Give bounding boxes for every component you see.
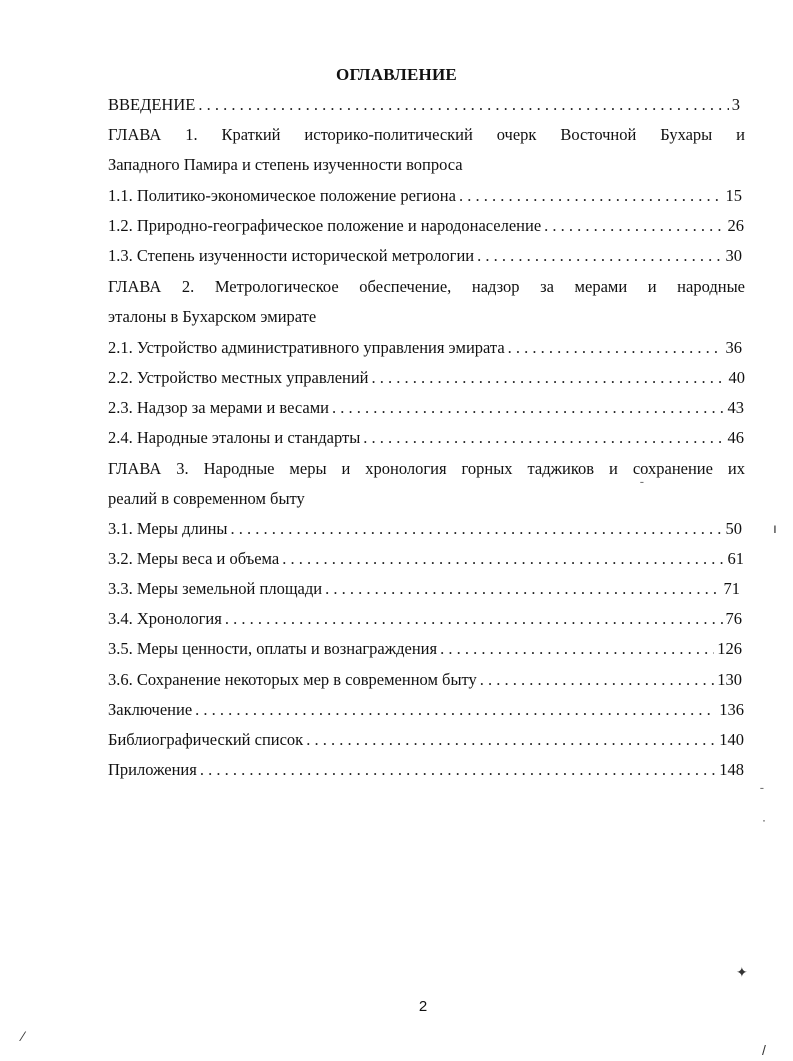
chapter-heading-line2: реалий в современном быту [108, 489, 305, 508]
scan-speck: ˉ [640, 479, 644, 493]
dot-leader [480, 669, 714, 691]
dot-leader [440, 638, 714, 660]
toc-entry-2-1[interactable] [108, 337, 742, 359]
scan-speck: ✦ [736, 964, 748, 980]
toc-title: ОГЛАВЛЕНИЕ [336, 65, 457, 84]
toc-entry-page: 50 [725, 519, 742, 538]
toc-entry-label: 3.1. Меры длины [108, 519, 228, 538]
toc-entry-label: 2.2. Устройство местных управлений [108, 368, 369, 387]
toc-entry-label: 2.4. Народные эталоны и стандарты [108, 428, 361, 447]
dot-leader [198, 94, 728, 116]
toc-entry-2-4[interactable] [108, 427, 744, 449]
dot-leader [544, 215, 724, 237]
chapter-heading-line2: Западного Памира и степень изученности вопроса [108, 155, 463, 174]
toc-entry-label: 1.1. Политико-экономическое положение региона [108, 186, 456, 205]
toc-entry-2-2[interactable] [108, 367, 745, 389]
toc-entry-2-3[interactable] [108, 397, 744, 419]
toc-entry-label: 3.2. Меры веса и объема [108, 549, 280, 568]
toc-entry-1-3[interactable] [108, 245, 742, 267]
toc-entry-page: 130 [717, 670, 742, 689]
toc-entry-label: Библиографический список [108, 730, 304, 749]
scan-speck: ı [773, 520, 777, 536]
dot-leader [231, 518, 723, 540]
scan-speck: ⁄ [22, 1028, 25, 1044]
toc-entry-page: 76 [725, 609, 742, 628]
toc-entry-label: ВВЕДЕНИЕ [108, 95, 196, 114]
toc-chapter-3[interactable] [108, 454, 745, 514]
toc-entry-label: 3.3. Меры земельной площади [108, 579, 323, 598]
toc-entry-label: Заключение [108, 700, 193, 719]
toc-entry-page: 3 [731, 95, 740, 114]
scan-speck: / [762, 1042, 766, 1058]
toc-entry-label: 1.3. Степень изученности исторической метрологии [108, 246, 475, 265]
dot-leader [477, 245, 722, 267]
toc-entry-3-4[interactable] [108, 608, 742, 630]
toc-entry-1-2[interactable] [108, 215, 744, 237]
toc-entry-3-3[interactable] [108, 578, 740, 600]
toc-entry-page: 30 [725, 246, 742, 265]
chapter-heading-line1: ГЛАВА 2. Метрологическое обеспечение, надзор за мерами и народные [108, 277, 745, 296]
toc-entry-page: 148 [719, 760, 744, 779]
toc-entry-3-6[interactable] [108, 669, 742, 691]
dot-leader [332, 397, 725, 419]
dot-leader [200, 759, 716, 781]
toc-entry-label: 3.6. Сохранение некоторых мер в современном быту [108, 670, 477, 689]
toc-entry-page: 40 [728, 368, 745, 387]
toc-entry-label: 3.5. Меры ценности, оплаты и вознаграждения [108, 639, 438, 658]
toc-entry-intro[interactable] [108, 94, 740, 116]
toc-entry-1-1[interactable] [108, 185, 742, 207]
toc-entry-label: 2.3. Надзор за мерами и весами [108, 398, 329, 417]
toc-entry-page: 26 [727, 216, 744, 235]
toc-chapter-1[interactable] [108, 120, 745, 180]
toc-entry-page: 46 [727, 428, 744, 447]
toc-entry-page: 140 [719, 730, 744, 749]
toc-entry-3-2[interactable] [108, 548, 744, 570]
toc-entry-3-1[interactable] [108, 518, 742, 540]
toc-entry-page: 71 [723, 579, 740, 598]
chapter-heading-line1: ГЛАВА 3. Народные меры и хронология горных таджиков и сохранение их [108, 459, 745, 478]
dot-leader [225, 608, 723, 630]
toc-entry-label: 3.4. Хронология [108, 609, 222, 628]
toc-entry-page: 15 [725, 186, 742, 205]
toc-chapter-2[interactable] [108, 272, 745, 332]
toc-entry-3-5[interactable] [108, 638, 742, 660]
dot-leader [508, 337, 723, 359]
toc-entry-appendices[interactable] [108, 759, 744, 781]
chapter-heading-line2: эталоны в Бухарском эмирате [108, 307, 317, 326]
dot-leader [306, 729, 716, 751]
toc-entry-label: 2.1. Устройство административного управления эмирата [108, 338, 505, 357]
toc-entry-page: 43 [727, 398, 744, 417]
toc-entry-bibliography[interactable] [108, 729, 744, 751]
dot-leader [195, 699, 716, 721]
toc-entry-page: 126 [717, 639, 742, 658]
dot-leader [363, 427, 724, 449]
toc-entry-page: 136 [719, 700, 744, 719]
scan-speck: ˉ [760, 785, 764, 799]
toc-entry-label: 1.2. Природно-географическое положение и народонаселение [108, 216, 542, 235]
toc-entry-conclusion[interactable] [108, 699, 744, 721]
page-number: 2 [418, 998, 428, 1015]
scan-speck: · [762, 813, 766, 827]
dot-leader [282, 548, 724, 570]
dot-leader [459, 185, 723, 207]
dot-leader [372, 367, 726, 389]
dot-leader [325, 578, 720, 600]
toc-entry-page: 36 [725, 338, 742, 357]
toc-entry-page: 61 [727, 549, 744, 568]
toc-entry-label: Приложения [108, 760, 197, 779]
chapter-heading-line1: ГЛАВА 1. Краткий историко-политический очерк Восточной Бухары и [108, 125, 745, 144]
